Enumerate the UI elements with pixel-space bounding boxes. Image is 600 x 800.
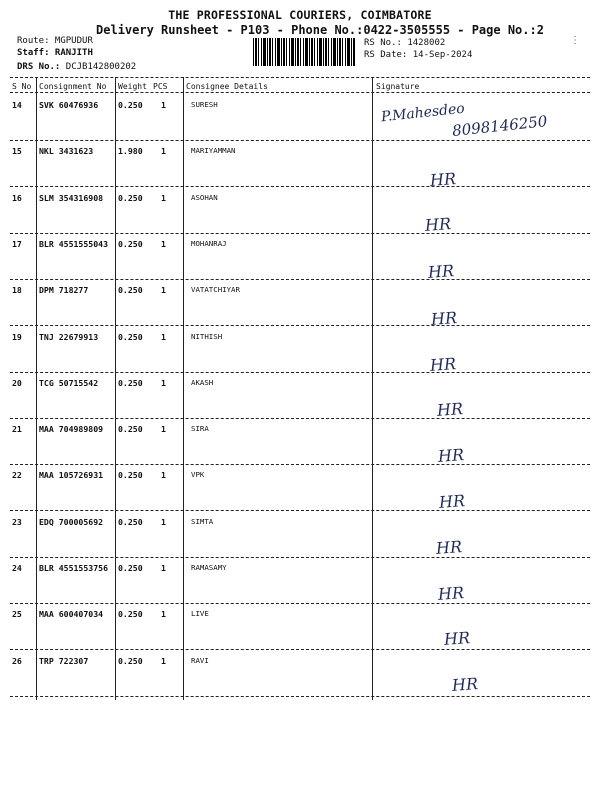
row-pcs: 1 <box>161 285 166 296</box>
row-consignee: SURESH <box>191 100 218 109</box>
row-sno: 20 <box>12 377 22 388</box>
row-weight: 0.250 <box>118 609 143 620</box>
row-signature: HR <box>424 214 452 235</box>
row-consignee: NITHISH <box>191 331 223 341</box>
row-signature: HR <box>436 399 464 420</box>
row-pcs: 1 <box>161 146 166 157</box>
row-weight: 0.250 <box>118 563 143 573</box>
row-consignee: MOHANRAJ <box>191 238 227 248</box>
column-divider <box>183 77 184 700</box>
row-separator <box>10 464 590 465</box>
drs-number <box>17 62 136 72</box>
row-pcs: 1 <box>161 609 166 620</box>
row-signature: HR <box>438 491 466 512</box>
header-rule-top <box>10 77 590 78</box>
row-consignment-no: EDQ 700005692 <box>39 516 104 527</box>
row-sno: 24 <box>12 563 22 573</box>
row-signature: HR <box>427 261 455 282</box>
row-consignment-no: SLM 354316908 <box>39 192 104 203</box>
column-header-pcs: PCS <box>153 82 168 91</box>
drs-value: DCJB142800202 <box>65 62 137 72</box>
row-consignment-no: TRP 722307 <box>39 655 89 666</box>
row-consignee: VATATCHIYAR <box>191 285 240 295</box>
column-header-weight: Weight <box>118 82 147 91</box>
row-weight: 0.250 <box>118 331 143 342</box>
column-divider <box>372 77 373 700</box>
row-signature: HR <box>430 308 458 329</box>
row-consignee: RAMASAMY <box>191 563 227 572</box>
row-pcs: 1 <box>161 470 166 481</box>
scan-mark: ⋮ <box>570 35 580 46</box>
row-pcs: 1 <box>161 563 166 573</box>
row-consignee: VPK <box>191 470 205 480</box>
row-weight: 0.250 <box>118 516 143 527</box>
row-pcs: 1 <box>161 424 166 435</box>
row-separator <box>10 233 590 234</box>
row-separator <box>10 649 590 650</box>
rs-number: RS No.: 1428002 <box>364 38 446 48</box>
row-consignment-no: TCG 50715542 <box>39 377 99 388</box>
row-separator <box>10 418 590 419</box>
row-signature: P.Mahesdeo <box>380 100 466 126</box>
row-consignee: SIRA <box>191 424 209 434</box>
row-sno: 23 <box>12 516 22 527</box>
row-separator <box>10 279 590 280</box>
row-sno: 16 <box>12 192 22 203</box>
row-separator <box>10 186 590 187</box>
row-sno: 25 <box>12 609 22 620</box>
row-separator <box>10 603 590 604</box>
row-consignment-no: DPM 718277 <box>39 285 89 296</box>
row-sno: 21 <box>12 424 22 435</box>
row-weight: 0.250 <box>118 655 143 666</box>
row-consignment-no: SVK 60476936 <box>39 100 99 110</box>
row-consignee: AKASH <box>191 377 214 387</box>
staff-label: Staff: RANJITH <box>17 48 93 58</box>
row-consignee: LIVE <box>191 609 209 619</box>
row-consignment-no: MAA 704989809 <box>39 424 104 435</box>
row-signature: HR <box>437 445 465 466</box>
row-sno: 26 <box>12 655 22 666</box>
row-pcs: 1 <box>161 331 166 342</box>
row-weight: 1.980 <box>118 146 143 157</box>
runsheet-subtitle: Delivery Runsheet - P103 - Phone No.:0422-3505555 - Page No.:2 <box>96 23 544 37</box>
row-sno: 17 <box>12 238 22 249</box>
row-sno: 22 <box>12 470 22 481</box>
row-pcs: 1 <box>161 655 166 666</box>
row-consignee: RAVI <box>191 655 209 665</box>
row-signature: HR <box>451 674 479 695</box>
row-sno: 19 <box>12 331 22 342</box>
row-separator <box>10 696 590 697</box>
column-header-consignment: Consignment No <box>39 82 107 91</box>
row-separator <box>10 325 590 326</box>
row-pcs: 1 <box>161 516 166 527</box>
row-weight: 0.250 <box>118 424 143 435</box>
signature-phone: 8098146250 <box>451 112 549 140</box>
row-signature: HR <box>429 169 457 190</box>
column-header-consignee: Consignee Details <box>186 82 268 91</box>
row-signature: HR <box>429 354 457 375</box>
row-sno: 18 <box>12 285 22 296</box>
row-pcs: 1 <box>161 238 166 249</box>
row-separator <box>10 557 590 558</box>
row-pcs: 1 <box>161 377 166 388</box>
row-weight: 0.250 <box>118 100 143 110</box>
row-sno: 14 <box>12 100 22 110</box>
row-consignment-no: MAA 105726931 <box>39 470 104 481</box>
row-sno: 15 <box>12 146 22 157</box>
rs-date: RS Date: 14-Sep-2024 <box>364 50 473 60</box>
row-weight: 0.250 <box>118 377 143 388</box>
column-header-sno: S No <box>12 82 32 91</box>
column-divider <box>36 77 37 700</box>
barcode-image <box>253 38 355 66</box>
row-consignment-no: BLR 4551553756 <box>39 563 109 573</box>
row-pcs: 1 <box>161 192 166 203</box>
row-consignee: MARIYAMMAN <box>191 146 236 156</box>
row-weight: 0.250 <box>118 285 143 296</box>
row-signature: HR <box>435 537 463 558</box>
row-consignment-no: TNJ 22679913 <box>39 331 99 342</box>
row-weight: 0.250 <box>118 470 143 481</box>
row-consignee: SIMTA <box>191 516 214 526</box>
row-signature: HR <box>437 583 465 604</box>
row-separator <box>10 140 590 141</box>
row-separator <box>10 510 590 511</box>
column-divider <box>115 77 116 700</box>
row-separator <box>10 372 590 373</box>
row-pcs: 1 <box>161 100 166 110</box>
row-consignment-no: MAA 600407034 <box>39 609 104 620</box>
company-title: THE PROFESSIONAL COURIERS, COIMBATORE <box>168 8 432 22</box>
drs-label: DRS No.: <box>17 62 61 72</box>
column-header-signature: Signature <box>376 82 420 91</box>
row-consignee: ASOHAN <box>191 192 218 202</box>
row-weight: 0.250 <box>118 238 143 249</box>
header-rule-bottom <box>10 92 590 93</box>
route-label: Route: MGPUDUR <box>17 36 93 46</box>
row-consignment-no: BLR 4551555043 <box>39 238 109 249</box>
row-consignment-no: NKL 3431623 <box>39 146 94 157</box>
row-signature: HR <box>443 628 471 649</box>
row-weight: 0.250 <box>118 192 143 203</box>
